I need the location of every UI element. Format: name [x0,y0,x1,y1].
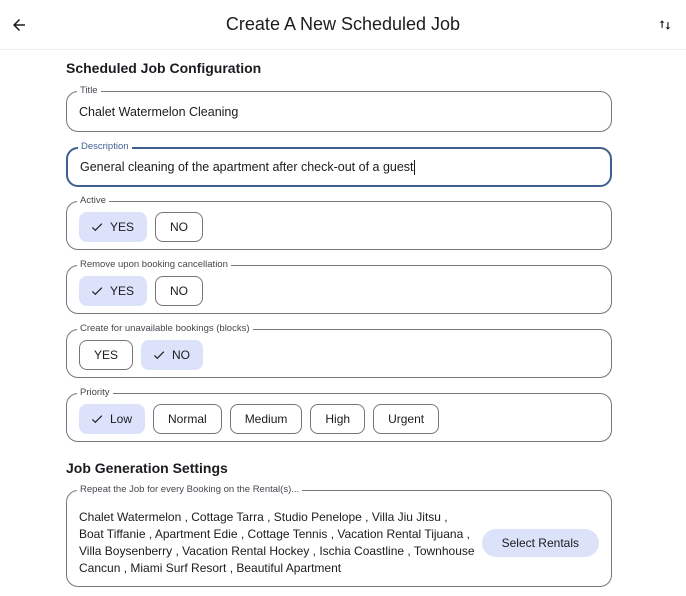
title-field[interactable] [66,85,612,132]
priority-normal-chip[interactable] [153,404,222,434]
chip-label: YES [110,220,135,234]
chip-label: NO [170,220,189,234]
rentals-field [66,484,612,587]
create-unavailable-group [66,323,612,378]
create-no-chip[interactable] [141,340,203,370]
priority-group [66,387,612,442]
active-yes-chip[interactable] [79,212,147,242]
remove-yes-chip[interactable] [79,276,147,306]
chip-label: NO [170,284,189,298]
active-group [66,195,612,250]
check-icon [152,348,166,362]
remove-on-cancel-group [66,259,612,314]
description-field-label: Description [78,141,132,153]
title-field-value: Chalet Watermelon Cleaning [79,105,239,119]
check-icon [90,220,104,234]
active-label: Active [77,195,109,207]
priority-medium-chip[interactable] [230,404,303,434]
check-icon [90,412,104,426]
create-yes-chip[interactable] [79,340,133,370]
remove-no-chip[interactable] [155,276,203,306]
selected-rentals-text: Chalet Watermelon , Cottage Tarra , Studio Penelope , Villa Jiu Jitsu , Boat Tiffanie , Apartment Edie , Cottage Tennis , Vacation Rental Tijuana , Villa Boysenberry , Vacation Rental Hockey , Ischia Coastline , Townhouse Cancun , Miami Surf Resort , Beautiful Apartment [79,510,475,575]
priority-urgent-chip[interactable] [373,404,439,434]
select-rentals-button[interactable]: Select Rentals [482,529,599,557]
chip-label: Low [110,412,133,426]
app-bar [0,0,686,50]
rentals-field-label: Repeat the Job for every Booking on the Rental(s)... [77,484,302,496]
priority-label: Priority [77,387,113,399]
text-cursor [414,160,415,175]
swap-vertical-icon [658,18,672,32]
chip-label: Urgent [388,412,425,426]
chip-label: NO [172,348,191,362]
priority-high-chip[interactable] [310,404,365,434]
section-title-generation: Job Generation Settings [66,460,228,476]
title-field-label: Title [77,85,101,97]
create-unavailable-label: Create for unavailable bookings (blocks) [77,323,253,335]
chip-label: Normal [168,412,207,426]
check-icon [90,284,104,298]
section-title-configuration: Scheduled Job Configuration [66,60,262,76]
description-field-value: General cleaning of the apartment after check-out of a guest [80,160,414,174]
remove-on-cancel-label: Remove upon booking cancellation [77,259,231,271]
priority-low-chip[interactable] [79,404,145,434]
active-no-chip[interactable] [155,212,203,242]
chip-label: High [325,412,351,426]
sort-button[interactable] [652,12,678,38]
chip-label: Medium [244,412,288,426]
chip-label: YES [94,348,119,362]
chip-label: YES [110,284,135,298]
page-title: Create A New Scheduled Job [225,14,461,34]
description-field[interactable] [66,141,612,187]
